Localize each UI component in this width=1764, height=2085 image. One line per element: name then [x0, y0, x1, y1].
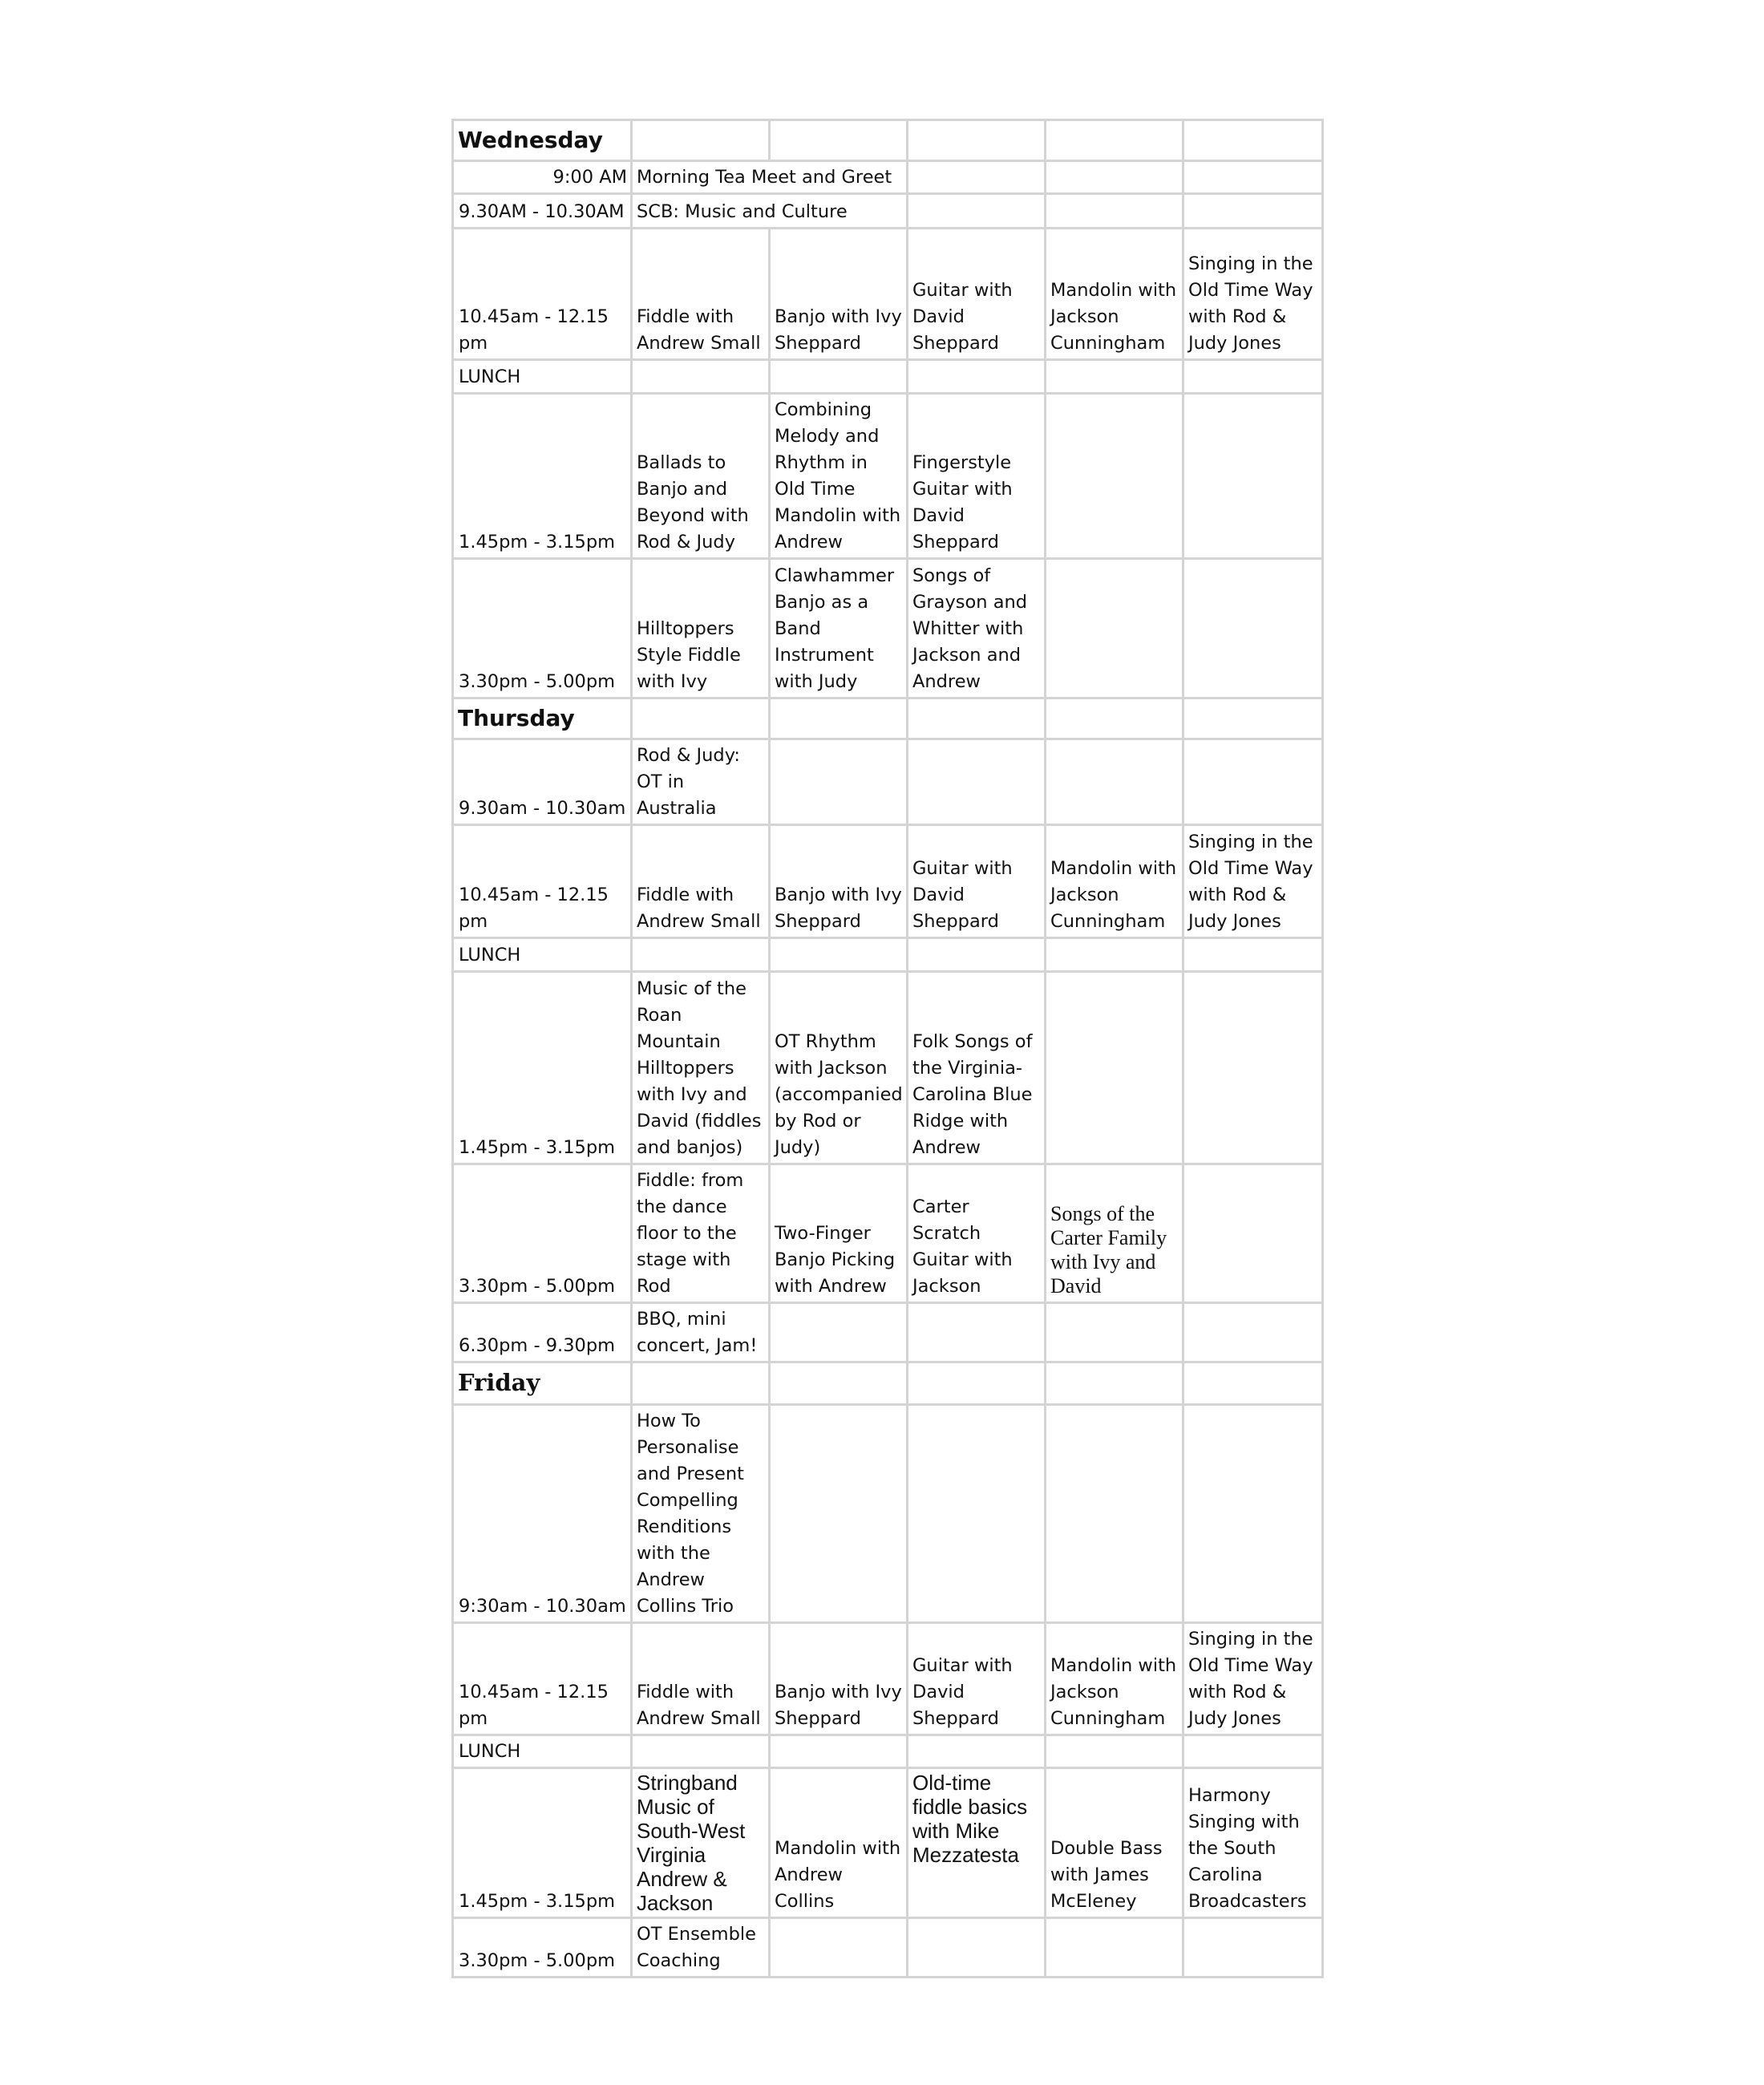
session-row — [453, 161, 1323, 194]
empty-cell — [1046, 120, 1183, 161]
session-cell: Guitar with David Sheppard — [908, 229, 1046, 360]
empty-cell — [632, 120, 770, 161]
empty-cell — [1183, 360, 1323, 394]
session-cell: Mandolin with Jackson Cunningham — [1046, 229, 1183, 360]
session-cell: Stringband Music of South-West Virginia Andrew & Jackson — [632, 1768, 770, 1918]
empty-cell — [1046, 394, 1183, 559]
empty-cell — [1183, 739, 1323, 825]
empty-cell — [1183, 394, 1323, 559]
session-cell: Mandolin with Jackson Cunningham — [1046, 825, 1183, 938]
empty-cell — [1183, 1303, 1323, 1362]
time-slot: 10.45am - 12.15 pm — [453, 825, 632, 938]
empty-cell — [1183, 698, 1323, 739]
lunch-label: LUNCH — [453, 1735, 632, 1768]
empty-cell — [1046, 559, 1183, 698]
empty-cell — [1183, 938, 1323, 972]
session-cell: Singing in the Old Time Way with Rod & Judy Jones — [1183, 1623, 1323, 1735]
session-cell: Harmony Singing with the South Carolina Broadcasters — [1183, 1768, 1323, 1918]
empty-cell — [1046, 1362, 1183, 1405]
session-cell: Songs of Grayson and Whitter with Jackson and Andrew — [908, 559, 1046, 698]
empty-cell — [1046, 938, 1183, 972]
empty-cell — [1183, 1735, 1323, 1768]
empty-cell — [908, 1735, 1046, 1768]
day-heading: Friday — [453, 1362, 632, 1405]
empty-cell — [1183, 194, 1323, 229]
empty-cell — [632, 938, 770, 972]
time-slot: 9.30am - 10.30am — [453, 739, 632, 825]
session-cell: SCB: Music and Culture — [632, 194, 908, 229]
session-cell: Singing in the Old Time Way with Rod & Judy Jones — [1183, 825, 1323, 938]
lunch-row — [453, 1735, 1323, 1768]
empty-cell — [908, 739, 1046, 825]
day-heading: Thursday — [453, 698, 632, 739]
time-slot: 9:00 AM — [453, 161, 632, 194]
time-slot: 9:30am - 10.30am — [453, 1405, 632, 1623]
session-row — [453, 972, 1323, 1164]
empty-cell — [770, 938, 908, 972]
empty-cell — [632, 698, 770, 739]
session-cell: BBQ, mini concert, Jam! — [632, 1303, 770, 1362]
empty-cell — [1046, 739, 1183, 825]
time-slot: 3.30pm - 5.00pm — [453, 1918, 632, 1978]
empty-cell — [1046, 1405, 1183, 1623]
empty-cell — [770, 698, 908, 739]
day-heading: Wednesday — [453, 120, 632, 161]
empty-cell — [1183, 1918, 1323, 1978]
time-slot: 9.30AM - 10.30AM — [453, 194, 632, 229]
empty-cell — [1046, 161, 1183, 194]
empty-cell — [1046, 1918, 1183, 1978]
empty-cell — [1046, 698, 1183, 739]
empty-cell — [632, 1735, 770, 1768]
empty-cell — [908, 161, 1046, 194]
empty-cell — [908, 194, 1046, 229]
session-cell: Mandolin with Jackson Cunningham — [1046, 1623, 1183, 1735]
session-cell: OT Ensemble Coaching — [632, 1918, 770, 1978]
empty-cell — [1183, 161, 1323, 194]
session-cell: OT Rhythm with Jackson (accompanied by Rod or Judy) — [770, 972, 908, 1164]
session-cell: Music of the Roan Mountain Hilltoppers with Ivy and David (fiddles and banjos) — [632, 972, 770, 1164]
empty-cell — [632, 1362, 770, 1405]
day-header-row — [453, 1362, 1323, 1405]
session-row — [453, 1918, 1323, 1978]
empty-cell — [1183, 1405, 1323, 1623]
session-row — [453, 394, 1323, 559]
empty-cell — [1183, 1362, 1323, 1405]
empty-cell — [1046, 360, 1183, 394]
empty-cell — [908, 1405, 1046, 1623]
session-row — [453, 559, 1323, 698]
session-cell: Folk Songs of the Virginia-Carolina Blue Ridge with Andrew — [908, 972, 1046, 1164]
session-cell: Ballads to Banjo and Beyond with Rod & Judy — [632, 394, 770, 559]
empty-cell — [770, 120, 908, 161]
lunch-label: LUNCH — [453, 938, 632, 972]
empty-cell — [1046, 1735, 1183, 1768]
session-cell: Banjo with Ivy Sheppard — [770, 229, 908, 360]
empty-cell — [770, 1405, 908, 1623]
empty-cell — [908, 360, 1046, 394]
session-row — [453, 739, 1323, 825]
session-cell: Songs of the Carter Family with Ivy and David — [1046, 1164, 1183, 1303]
empty-cell — [908, 1303, 1046, 1362]
time-slot: 1.45pm - 3.15pm — [453, 1768, 632, 1918]
empty-cell — [1046, 194, 1183, 229]
time-slot: 1.45pm - 3.15pm — [453, 972, 632, 1164]
session-row — [453, 1623, 1323, 1735]
session-cell: Fiddle with Andrew Small — [632, 1623, 770, 1735]
session-cell: Clawhammer Banjo as a Band Instrument with Judy — [770, 559, 908, 698]
empty-cell — [908, 120, 1046, 161]
empty-cell — [908, 698, 1046, 739]
session-cell: Guitar with David Sheppard — [908, 1623, 1046, 1735]
empty-cell — [1046, 1303, 1183, 1362]
empty-cell — [1046, 972, 1183, 1164]
session-row — [453, 1164, 1323, 1303]
empty-cell — [1183, 972, 1323, 1164]
session-row — [453, 194, 1323, 229]
session-cell: Singing in the Old Time Way with Rod & Judy Jones — [1183, 229, 1323, 360]
empty-cell — [770, 739, 908, 825]
session-cell: Carter Scratch Guitar with Jackson — [908, 1164, 1046, 1303]
session-cell: Guitar with David Sheppard — [908, 825, 1046, 938]
session-cell: Rod & Judy: OT in Australia — [632, 739, 770, 825]
session-cell: Banjo with Ivy Sheppard — [770, 825, 908, 938]
session-row — [453, 825, 1323, 938]
empty-cell — [770, 1362, 908, 1405]
session-cell: Combining Melody and Rhythm in Old Time Mandolin with Andrew — [770, 394, 908, 559]
session-cell: Double Bass with James McEleney — [1046, 1768, 1183, 1918]
empty-cell — [1183, 1164, 1323, 1303]
empty-cell — [908, 938, 1046, 972]
empty-cell — [770, 1303, 908, 1362]
empty-cell — [770, 360, 908, 394]
lunch-row — [453, 938, 1323, 972]
session-cell: Banjo with Ivy Sheppard — [770, 1623, 908, 1735]
session-row — [453, 1303, 1323, 1362]
lunch-row — [453, 360, 1323, 394]
time-slot: 10.45am - 12.15 pm — [453, 229, 632, 360]
empty-cell — [908, 1918, 1046, 1978]
day-header-row — [453, 698, 1323, 739]
day-header-row — [453, 120, 1323, 161]
time-slot: 6.30pm - 9.30pm — [453, 1303, 632, 1362]
time-slot: 1.45pm - 3.15pm — [453, 394, 632, 559]
empty-cell — [1183, 120, 1323, 161]
session-cell: Morning Tea Meet and Greet — [632, 161, 908, 194]
empty-cell — [770, 1918, 908, 1978]
session-cell: How To Personalise and Present Compelling Renditions with the Andrew Collins Trio — [632, 1405, 770, 1623]
session-cell: Two-Finger Banjo Picking with Andrew — [770, 1164, 908, 1303]
lunch-label: LUNCH — [453, 360, 632, 394]
session-cell: Mandolin with Andrew Collins — [770, 1768, 908, 1918]
time-slot: 3.30pm - 5.00pm — [453, 1164, 632, 1303]
session-cell: Old-time fiddle basics with Mike Mezzatesta — [908, 1768, 1046, 1918]
session-row — [453, 1405, 1323, 1623]
session-row — [453, 229, 1323, 360]
empty-cell — [1183, 559, 1323, 698]
session-cell: Fiddle with Andrew Small — [632, 229, 770, 360]
session-cell: Fiddle with Andrew Small — [632, 825, 770, 938]
empty-cell — [908, 1362, 1046, 1405]
time-slot: 3.30pm - 5.00pm — [453, 559, 632, 698]
session-row — [453, 1768, 1323, 1918]
session-cell: Hilltoppers Style Fiddle with Ivy — [632, 559, 770, 698]
time-slot: 10.45am - 12.15 pm — [453, 1623, 632, 1735]
empty-cell — [632, 360, 770, 394]
session-cell: Fingerstyle Guitar with David Sheppard — [908, 394, 1046, 559]
session-cell: Fiddle: from the dance floor to the stage with Rod — [632, 1164, 770, 1303]
empty-cell — [770, 1735, 908, 1768]
schedule-table — [451, 119, 1324, 1978]
